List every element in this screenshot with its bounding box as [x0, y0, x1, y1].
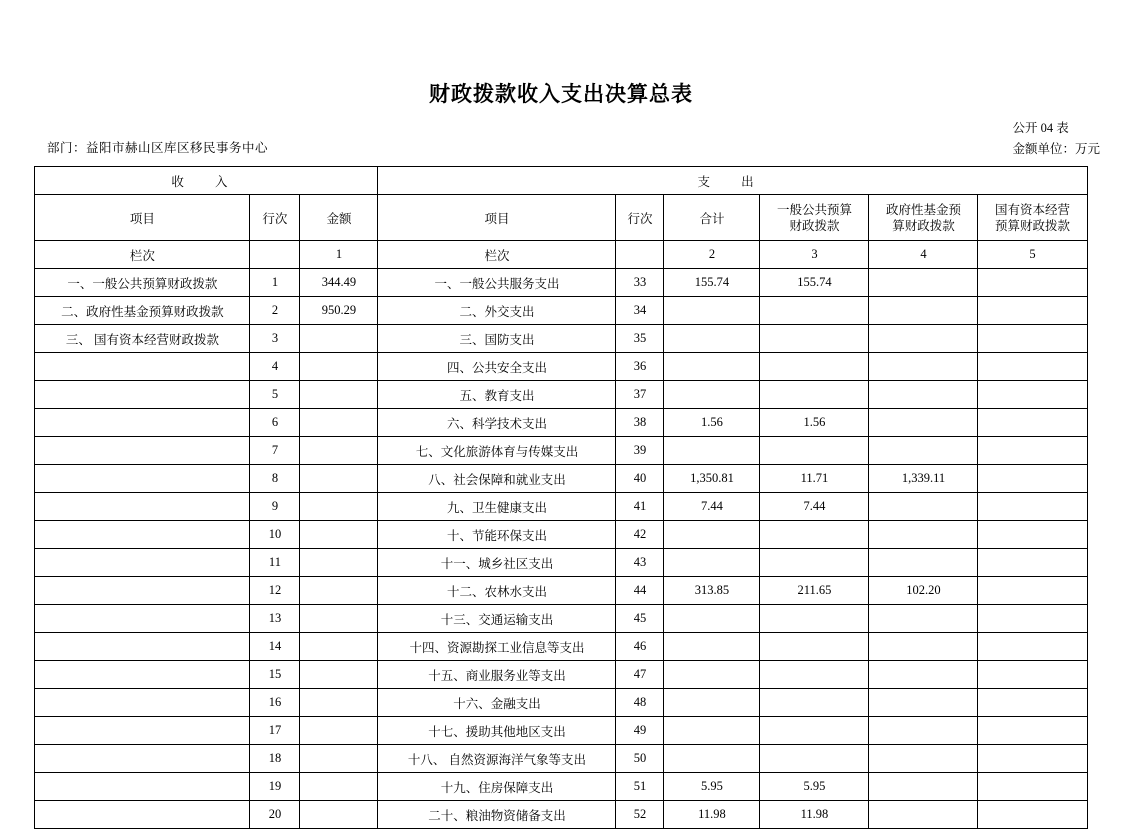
cell-income-amount — [300, 689, 378, 717]
cell-total: 155.74 — [664, 269, 760, 297]
cell-income-item — [35, 577, 250, 605]
cell-general-public — [760, 605, 869, 633]
cell-income-line: 15 — [250, 661, 300, 689]
total-column-number: 2 — [664, 241, 760, 269]
cell-expense-line: 39 — [616, 437, 664, 465]
cell-income-amount — [300, 437, 378, 465]
cell-income-line: 8 — [250, 465, 300, 493]
cell-total — [664, 325, 760, 353]
cell-income-amount — [300, 521, 378, 549]
gov-fund-column-number: 4 — [869, 241, 978, 269]
cell-income-line: 4 — [250, 353, 300, 381]
cell-state-capital — [978, 689, 1087, 717]
cell-expense-line: 41 — [616, 493, 664, 521]
cell-income-item — [35, 801, 250, 829]
cell-state-capital — [978, 717, 1087, 745]
cell-state-capital — [978, 633, 1087, 661]
cell-total — [664, 353, 760, 381]
table-body — [35, 269, 1087, 829]
cell-general-public: 155.74 — [760, 269, 869, 297]
cell-income-item — [35, 773, 250, 801]
cell-state-capital — [978, 437, 1087, 465]
table-row — [35, 773, 1087, 801]
cell-income-item — [35, 465, 250, 493]
cell-state-capital — [978, 661, 1087, 689]
cell-income-item — [35, 493, 250, 521]
header-income-amount: 金额 — [300, 195, 378, 241]
cell-total — [664, 661, 760, 689]
table-row — [35, 521, 1087, 549]
cell-income-amount: 344.49 — [300, 269, 378, 297]
cell-general-public — [760, 633, 869, 661]
cell-general-public — [760, 381, 869, 409]
cell-general-public: 7.44 — [760, 493, 869, 521]
table-row — [35, 493, 1087, 521]
cell-expense-item: 三、国防支出 — [378, 325, 616, 353]
cell-state-capital — [978, 297, 1087, 325]
cell-income-amount — [300, 633, 378, 661]
amount-unit: 金额单位：万元 — [1012, 142, 1100, 156]
cell-total: 11.98 — [664, 801, 760, 829]
cell-general-public — [760, 661, 869, 689]
form-meta — [1012, 118, 1100, 160]
table-row — [35, 633, 1087, 661]
table-row — [35, 381, 1087, 409]
cell-state-capital — [978, 325, 1087, 353]
cell-expense-item: 十三、交通运输支出 — [378, 605, 616, 633]
cell-expense-item: 十五、商业服务业等支出 — [378, 661, 616, 689]
cell-gov-fund — [869, 689, 978, 717]
cell-expense-line: 51 — [616, 773, 664, 801]
cell-income-line: 7 — [250, 437, 300, 465]
table-row — [35, 689, 1087, 717]
cell-general-public: 5.95 — [760, 773, 869, 801]
cell-state-capital — [978, 381, 1087, 409]
cell-income-line: 17 — [250, 717, 300, 745]
expense-line-blank — [616, 241, 664, 269]
cell-expense-line: 37 — [616, 381, 664, 409]
cell-total — [664, 297, 760, 325]
cell-income-item — [35, 437, 250, 465]
cell-expense-line: 40 — [616, 465, 664, 493]
general-public-column-number: 3 — [760, 241, 869, 269]
cell-gov-fund — [869, 493, 978, 521]
cell-income-line: 12 — [250, 577, 300, 605]
table-row — [35, 325, 1087, 353]
cell-gov-fund — [869, 801, 978, 829]
cell-income-item — [35, 409, 250, 437]
expense-section-title: 支 出 — [378, 167, 1087, 195]
cell-state-capital — [978, 577, 1087, 605]
cell-expense-line: 49 — [616, 717, 664, 745]
column-number-row — [35, 241, 1087, 269]
cell-income-line: 18 — [250, 745, 300, 773]
cell-gov-fund — [869, 521, 978, 549]
department-label: 部门：益阳市赫山区库区移民事务中心 — [47, 141, 269, 155]
cell-gov-fund — [869, 745, 978, 773]
cell-expense-line: 47 — [616, 661, 664, 689]
cell-income-amount — [300, 577, 378, 605]
cell-expense-line: 46 — [616, 633, 664, 661]
cell-expense-line: 52 — [616, 801, 664, 829]
cell-gov-fund — [869, 633, 978, 661]
cell-general-public: 211.65 — [760, 577, 869, 605]
cell-gov-fund — [869, 549, 978, 577]
table-row — [35, 409, 1087, 437]
cell-income-item — [35, 633, 250, 661]
cell-income-amount — [300, 549, 378, 577]
cell-income-item: 二、政府性基金预算财政拨款 — [35, 297, 250, 325]
cell-income-line: 13 — [250, 605, 300, 633]
cell-expense-line: 38 — [616, 409, 664, 437]
cell-expense-item: 十六、金融支出 — [378, 689, 616, 717]
cell-income-line: 9 — [250, 493, 300, 521]
cell-gov-fund: 102.20 — [869, 577, 978, 605]
cell-general-public: 1.56 — [760, 409, 869, 437]
table-row — [35, 437, 1087, 465]
cell-income-item — [35, 717, 250, 745]
cell-income-amount — [300, 493, 378, 521]
budget-table — [34, 166, 1087, 829]
cell-total — [664, 633, 760, 661]
cell-expense-item: 十九、住房保障支出 — [378, 773, 616, 801]
page-title: 财政拨款收入支出决算总表 — [429, 83, 693, 106]
cell-general-public — [760, 689, 869, 717]
cell-expense-line: 45 — [616, 605, 664, 633]
income-line-blank — [250, 241, 300, 269]
cell-income-item — [35, 661, 250, 689]
header-state-capital — [978, 195, 1087, 241]
cell-expense-item: 一、一般公共服务支出 — [378, 269, 616, 297]
cell-expense-item: 五、教育支出 — [378, 381, 616, 409]
cell-general-public — [760, 745, 869, 773]
table-row — [35, 717, 1087, 745]
cell-general-public — [760, 297, 869, 325]
header-income-line: 行次 — [250, 195, 300, 241]
cell-total — [664, 717, 760, 745]
cell-total — [664, 549, 760, 577]
cell-income-line: 10 — [250, 521, 300, 549]
cell-state-capital — [978, 493, 1087, 521]
cell-income-item — [35, 745, 250, 773]
cell-expense-line: 50 — [616, 745, 664, 773]
cell-income-item — [35, 689, 250, 717]
cell-income-line: 19 — [250, 773, 300, 801]
state-capital-column-number: 5 — [978, 241, 1087, 269]
header-state-capital-line1: 国有资本经营 — [995, 202, 1071, 217]
table-row — [35, 297, 1087, 325]
section-header-row — [35, 167, 1087, 195]
table-row — [35, 353, 1087, 381]
header-general-public-line1: 一般公共预算 — [776, 202, 852, 217]
income-section-title: 收 入 — [35, 167, 378, 195]
table-row — [35, 577, 1087, 605]
cell-state-capital — [978, 605, 1087, 633]
cell-total: 5.95 — [664, 773, 760, 801]
cell-gov-fund — [869, 381, 978, 409]
cell-income-amount: 950.29 — [300, 297, 378, 325]
cell-gov-fund — [869, 437, 978, 465]
cell-expense-line: 33 — [616, 269, 664, 297]
cell-total: 1,350.81 — [664, 465, 760, 493]
cell-income-item — [35, 381, 250, 409]
cell-income-amount — [300, 745, 378, 773]
table-row — [35, 465, 1087, 493]
cell-expense-item: 十、节能环保支出 — [378, 521, 616, 549]
cell-gov-fund — [869, 353, 978, 381]
cell-income-line: 5 — [250, 381, 300, 409]
cell-total — [664, 381, 760, 409]
cell-general-public — [760, 437, 869, 465]
cell-expense-item: 九、卫生健康支出 — [378, 493, 616, 521]
cell-expense-item: 六、科学技术支出 — [378, 409, 616, 437]
header-expense-line: 行次 — [616, 195, 664, 241]
cell-income-item — [35, 549, 250, 577]
table-row — [35, 605, 1087, 633]
cell-state-capital — [978, 773, 1087, 801]
cell-state-capital — [978, 801, 1087, 829]
cell-total: 313.85 — [664, 577, 760, 605]
table-row — [35, 269, 1087, 297]
cell-gov-fund — [869, 605, 978, 633]
cell-expense-line: 44 — [616, 577, 664, 605]
cell-state-capital — [978, 409, 1087, 437]
cell-income-line: 1 — [250, 269, 300, 297]
cell-state-capital — [978, 269, 1087, 297]
cell-expense-item: 十八、 自然资源海洋气象等支出 — [378, 745, 616, 773]
cell-expense-item: 十四、资源勘探工业信息等支出 — [378, 633, 616, 661]
header-income-item: 项目 — [35, 195, 250, 241]
form-number: 公开 04 表 — [1012, 121, 1069, 135]
header-state-capital-line2: 预算财政拨款 — [995, 218, 1071, 233]
cell-expense-item: 四、公共安全支出 — [378, 353, 616, 381]
cell-expense-line: 34 — [616, 297, 664, 325]
cell-income-item: 一、一般公共预算财政拨款 — [35, 269, 250, 297]
cell-income-amount — [300, 717, 378, 745]
table-row — [35, 661, 1087, 689]
cell-expense-item: 十二、农林水支出 — [378, 577, 616, 605]
header-gov-fund-line2: 算财政拨款 — [892, 218, 955, 233]
cell-income-item: 三、 国有资本经营财政拨款 — [35, 325, 250, 353]
cell-total — [664, 745, 760, 773]
cell-total — [664, 521, 760, 549]
cell-income-amount — [300, 353, 378, 381]
cell-income-line: 20 — [250, 801, 300, 829]
table-row — [35, 549, 1087, 577]
cell-income-line: 6 — [250, 409, 300, 437]
cell-gov-fund — [869, 409, 978, 437]
cell-income-amount — [300, 409, 378, 437]
cell-gov-fund — [869, 717, 978, 745]
cell-general-public — [760, 549, 869, 577]
cell-income-item — [35, 521, 250, 549]
cell-total — [664, 689, 760, 717]
cell-gov-fund — [869, 325, 978, 353]
income-column-label: 栏次 — [35, 241, 250, 269]
cell-income-item — [35, 605, 250, 633]
cell-gov-fund: 1,339.11 — [869, 465, 978, 493]
cell-expense-line: 42 — [616, 521, 664, 549]
income-column-number: 1 — [300, 241, 378, 269]
column-header-row — [35, 195, 1087, 241]
cell-income-line: 14 — [250, 633, 300, 661]
cell-expense-line: 48 — [616, 689, 664, 717]
cell-income-item — [35, 353, 250, 381]
cell-general-public: 11.98 — [760, 801, 869, 829]
cell-general-public: 11.71 — [760, 465, 869, 493]
cell-income-amount — [300, 773, 378, 801]
cell-state-capital — [978, 549, 1087, 577]
table-row — [35, 745, 1087, 773]
cell-income-amount — [300, 465, 378, 493]
cell-general-public — [760, 717, 869, 745]
cell-gov-fund — [869, 773, 978, 801]
header-total: 合计 — [664, 195, 760, 241]
cell-total: 7.44 — [664, 493, 760, 521]
expense-column-label: 栏次 — [378, 241, 616, 269]
cell-expense-line: 43 — [616, 549, 664, 577]
cell-income-line: 11 — [250, 549, 300, 577]
cell-income-line: 2 — [250, 297, 300, 325]
cell-expense-item: 二十、粮油物资储备支出 — [378, 801, 616, 829]
header-gov-fund — [869, 195, 978, 241]
cell-gov-fund — [869, 661, 978, 689]
header-general-public-line2: 财政拨款 — [789, 218, 840, 233]
cell-state-capital — [978, 745, 1087, 773]
cell-expense-item: 十一、城乡社区支出 — [378, 549, 616, 577]
cell-general-public — [760, 521, 869, 549]
cell-state-capital — [978, 521, 1087, 549]
cell-state-capital — [978, 353, 1087, 381]
cell-income-line: 3 — [250, 325, 300, 353]
cell-expense-line: 36 — [616, 353, 664, 381]
header-expense-item: 项目 — [378, 195, 616, 241]
cell-general-public — [760, 325, 869, 353]
cell-income-amount — [300, 801, 378, 829]
cell-total — [664, 605, 760, 633]
cell-expense-item: 八、社会保障和就业支出 — [378, 465, 616, 493]
header-general-public — [760, 195, 869, 241]
table-row — [35, 801, 1087, 829]
cell-total: 1.56 — [664, 409, 760, 437]
cell-gov-fund — [869, 297, 978, 325]
cell-expense-item: 二、外交支出 — [378, 297, 616, 325]
cell-income-amount — [300, 381, 378, 409]
cell-income-amount — [300, 661, 378, 689]
meta-row — [0, 121, 1122, 166]
cell-general-public — [760, 353, 869, 381]
cell-expense-item: 七、文化旅游体育与传媒支出 — [378, 437, 616, 465]
cell-expense-line: 35 — [616, 325, 664, 353]
cell-income-amount — [300, 325, 378, 353]
cell-income-line: 16 — [250, 689, 300, 717]
header-gov-fund-line1: 政府性基金预 — [885, 202, 961, 217]
cell-income-amount — [300, 605, 378, 633]
cell-expense-item: 十七、援助其他地区支出 — [378, 717, 616, 745]
cell-state-capital — [978, 465, 1087, 493]
cell-gov-fund — [869, 269, 978, 297]
cell-total — [664, 437, 760, 465]
